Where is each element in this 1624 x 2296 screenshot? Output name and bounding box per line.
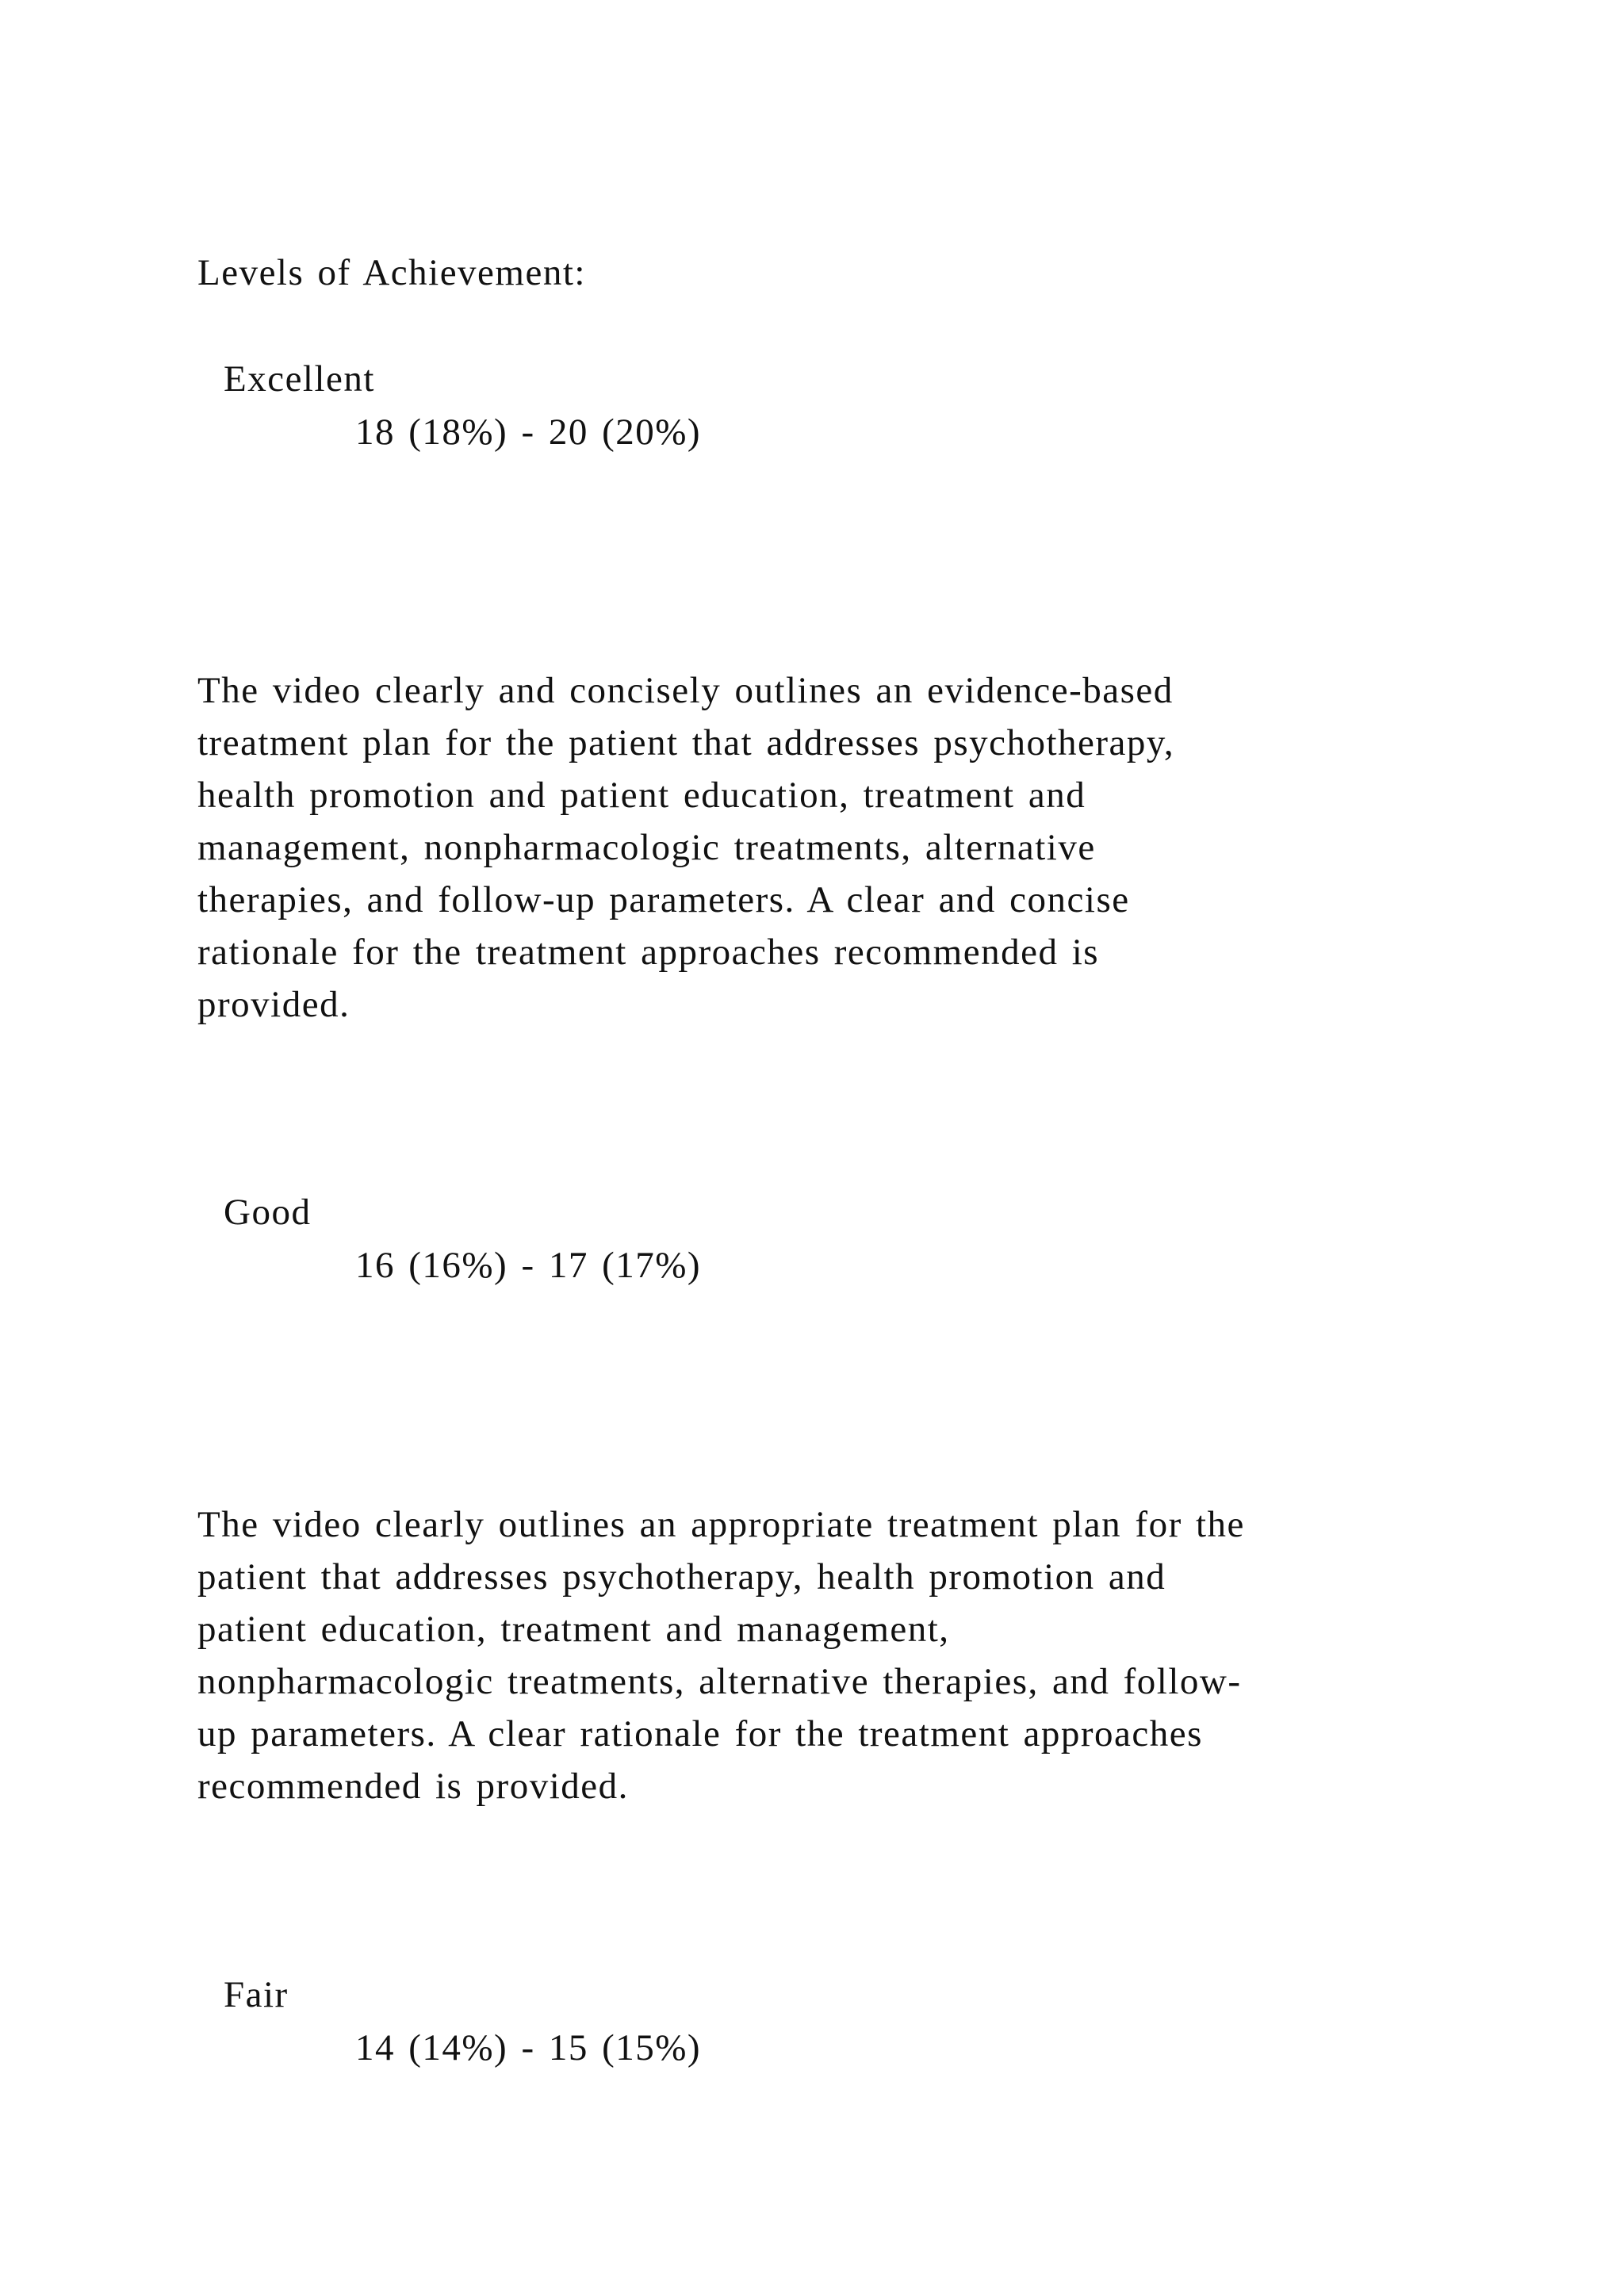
description-line: treatment plan for the patient that addresses psychotherapy, [197,722,1175,763]
description-line: rationale for the treatment approaches recommended is [197,932,1100,973]
description-line: recommended is provided. [197,1766,629,1807]
page-heading: Levels of Achievement: [197,252,586,293]
description-line: therapies, and follow-up parameters. A clear and concise [197,879,1130,920]
description-line: management, nonpharmacologic treatments, alternative [197,827,1096,868]
description-line: up parameters. A clear rationale for the treatment approaches [197,1713,1203,1755]
level-description-excellent [197,664,1506,1031]
description-line: provided. [197,984,350,1025]
level-name-fair: Fair [224,1974,289,2015]
level-range-excellent: 18 (18%) - 20 (20%) [355,411,702,453]
level-range-good: 16 (16%) - 17 (17%) [355,1245,702,1286]
description-line: nonpharmacologic treatments, alternative therapies, and follow- [197,1661,1242,1702]
description-line: patient education, treatment and management, [197,1609,950,1650]
description-line: health promotion and patient education, treatment and [197,775,1086,816]
description-line: The video clearly outlines an appropriate treatment plan for the [197,1504,1245,1545]
level-range-fair: 14 (14%) - 15 (15%) [355,2027,702,2068]
level-name-good: Good [224,1192,312,1233]
description-line: patient that addresses psychotherapy, health promotion and [197,1556,1166,1598]
level-name-excellent: Excellent [224,358,375,400]
description-line: The video clearly and concisely outlines an evidence-based [197,670,1174,711]
level-description-good [197,1498,1506,1812]
